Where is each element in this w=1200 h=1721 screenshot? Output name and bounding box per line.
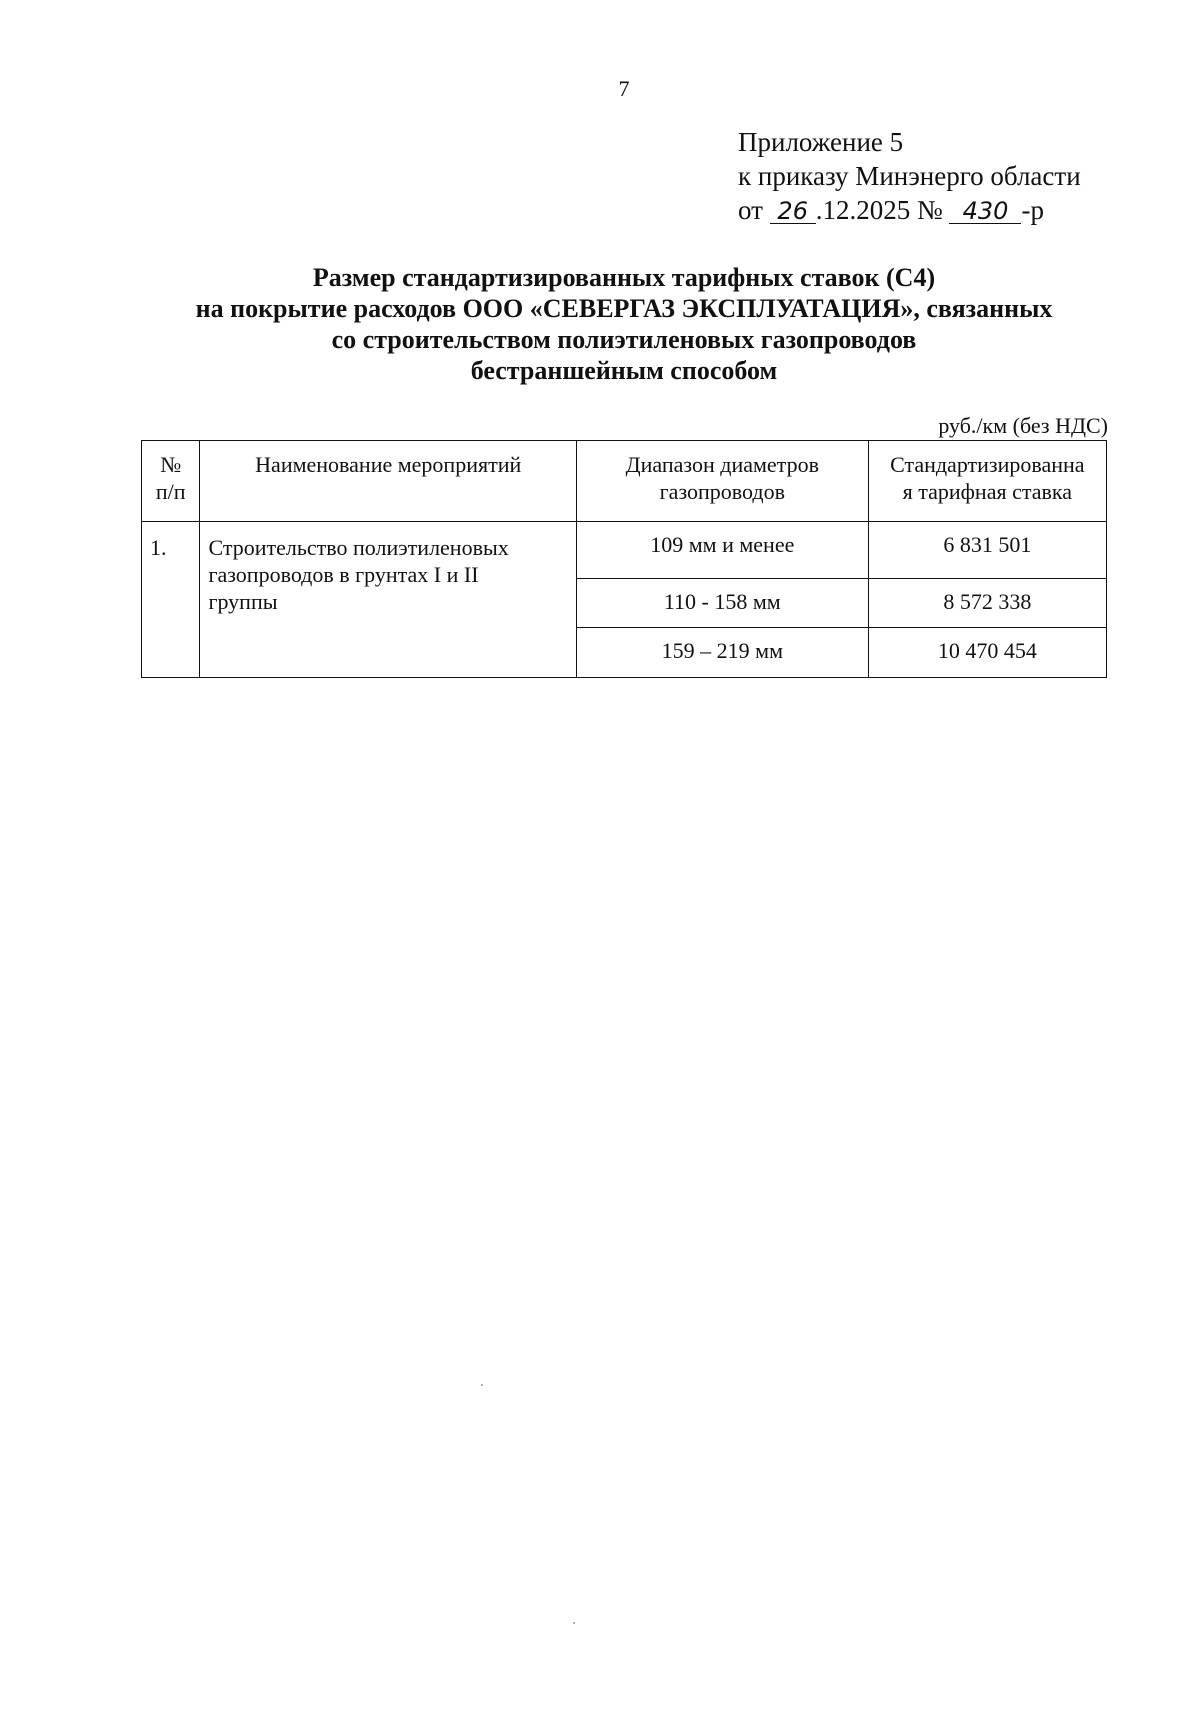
document-title xyxy=(100,262,1148,386)
date-rest: .12.2025 № xyxy=(815,195,943,225)
tariff-table xyxy=(141,440,1107,678)
page-number: 7 xyxy=(618,76,630,101)
diameter-cell: 110 - 158 мм xyxy=(576,579,868,628)
appendix-title: Приложение 5 xyxy=(738,127,904,157)
row-number: 1. xyxy=(142,522,200,678)
order-suffix: -р xyxy=(1021,195,1044,225)
table-header-row xyxy=(142,441,1107,522)
date-prefix: от xyxy=(738,195,763,225)
title-line-4: бестраншейным способом xyxy=(470,356,778,385)
header-tariff-rate: Стандартизированна я тарифная ставка xyxy=(868,441,1106,522)
title-line-2: на покрытие расходов ООО «СЕВЕРГАЗ ЭКСПЛУАТАЦИЯ», связанных xyxy=(195,294,1053,323)
scan-speck xyxy=(481,1384,483,1386)
row-activity-name: Строительство полиэтиленовых газопроводов в грунтах I и II группы xyxy=(200,522,577,678)
scan-speck xyxy=(573,1622,575,1624)
header-activity-name: Наименование мероприятий xyxy=(200,441,577,522)
appendix-date-line xyxy=(738,193,1081,227)
handwritten-order-number: 430 xyxy=(949,199,1021,224)
rate-cell: 10 470 454 xyxy=(868,628,1106,678)
appendix-block xyxy=(738,125,1081,227)
header-diameter-range: Диапазон диаметров газопроводов xyxy=(576,441,868,522)
title-line-1: Размер стандартизированных тарифных ставок (С4) xyxy=(312,263,936,292)
handwritten-day: 26 xyxy=(770,199,816,224)
diameter-cell: 109 мм и менее xyxy=(576,522,868,579)
rate-cell: 8 572 338 xyxy=(868,579,1106,628)
title-line-3: со строительством полиэтиленовых газопроводов xyxy=(331,325,917,354)
table-row xyxy=(142,522,1107,579)
appendix-order-ref: к приказу Минэнерго области xyxy=(738,161,1081,191)
diameter-cell: 159 – 219 мм xyxy=(576,628,868,678)
units-label: руб./км (без НДС) xyxy=(938,413,1108,438)
header-number: № п/п xyxy=(142,441,200,522)
rate-cell: 6 831 501 xyxy=(868,522,1106,579)
